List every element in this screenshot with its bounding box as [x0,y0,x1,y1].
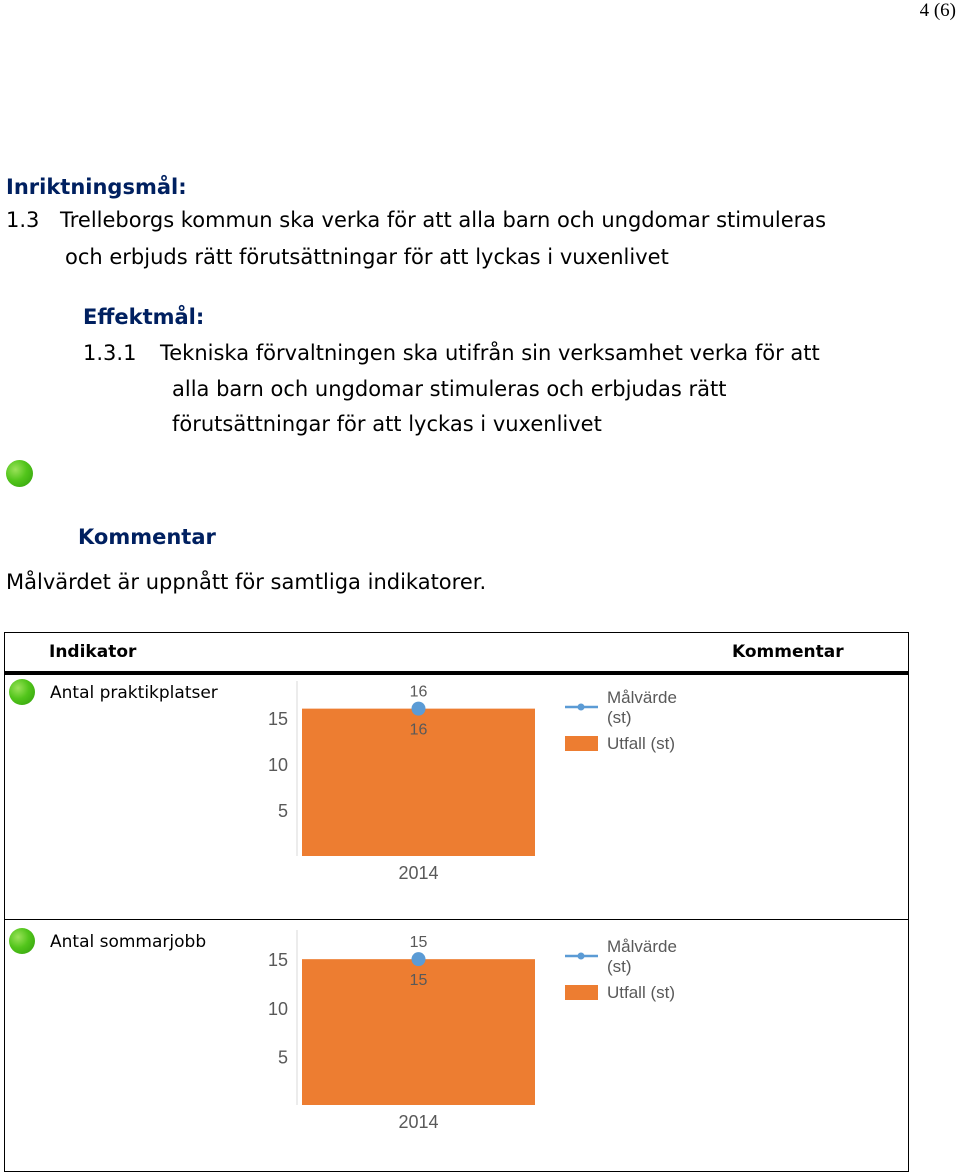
legend-target-marker [578,953,585,960]
goal-number: 1.3 [6,208,40,232]
table-header [5,633,908,675]
y-tick-label: 10 [267,754,288,775]
legend-target-marker [578,704,585,711]
row-status-green-dot-icon [9,679,35,705]
goal-heading: Inriktningsmål: [6,175,187,199]
target-value-label: 15 [409,934,428,952]
legend-target-label-line-1: Målvärde [607,937,677,956]
legend-target-label-line-1: Målvärde [607,688,677,707]
comment-heading: Kommentar [78,525,216,549]
y-tick-label: 5 [277,800,288,821]
page-number: 4 (6) [919,0,956,21]
legend-bar-swatch [565,736,598,751]
x-category-label: 2014 [398,1112,439,1132]
goal-text-line-1: Trelleborgs kommun ska verka för att alla barn och ungdomar stimuleras [60,208,827,232]
row-divider [5,919,908,920]
legend-bar-label: Utfall (st) [607,734,675,753]
target-marker [412,952,426,966]
row-label-praktikplatser: Antal praktikplatser [50,683,218,703]
legend-target-label-line-2: (st) [607,957,632,976]
effect-heading: Effektmål: [83,305,205,329]
status-green-dot-icon [6,460,33,487]
y-tick-label: 15 [267,950,288,971]
legend-bar-swatch [565,985,598,1000]
indicator-table [4,632,909,1172]
chart-sommarjobb [255,930,695,1150]
effect-number: 1.3.1 [83,341,137,365]
target-marker [412,702,426,716]
column-header-indicator: Indikator [49,642,137,662]
goal-text-line-2: och erbjuds rätt förutsättningar för att lyckas i vuxenlivet [65,245,669,269]
bar-value-label: 15 [409,972,428,990]
chart-praktikplatser [255,681,695,901]
legend-bar-label: Utfall (st) [607,983,675,1002]
y-tick-label: 5 [277,1047,288,1068]
bar-value-label: 16 [409,721,428,739]
effect-text-line-3: förutsättningar för att lyckas i vuxenlivet [172,412,602,436]
target-value-label: 16 [409,683,428,701]
y-tick-label: 15 [267,708,288,729]
y-tick-label: 10 [267,998,288,1019]
x-category-label: 2014 [398,863,439,883]
row-label-sommarjobb: Antal sommarjobb [50,932,207,952]
column-header-comment: Kommentar [732,642,844,662]
comment-text: Målvärdet är uppnått för samtliga indikatorer. [6,570,487,594]
effect-text-line-2: alla barn och ungdomar stimuleras och erbjudas rätt [172,377,727,401]
legend-target-label-line-2: (st) [607,708,632,727]
row-status-green-dot-icon [9,928,35,954]
effect-text-line-1: Tekniska förvaltningen ska utifrån sin verksamhet verka för att [160,341,820,365]
